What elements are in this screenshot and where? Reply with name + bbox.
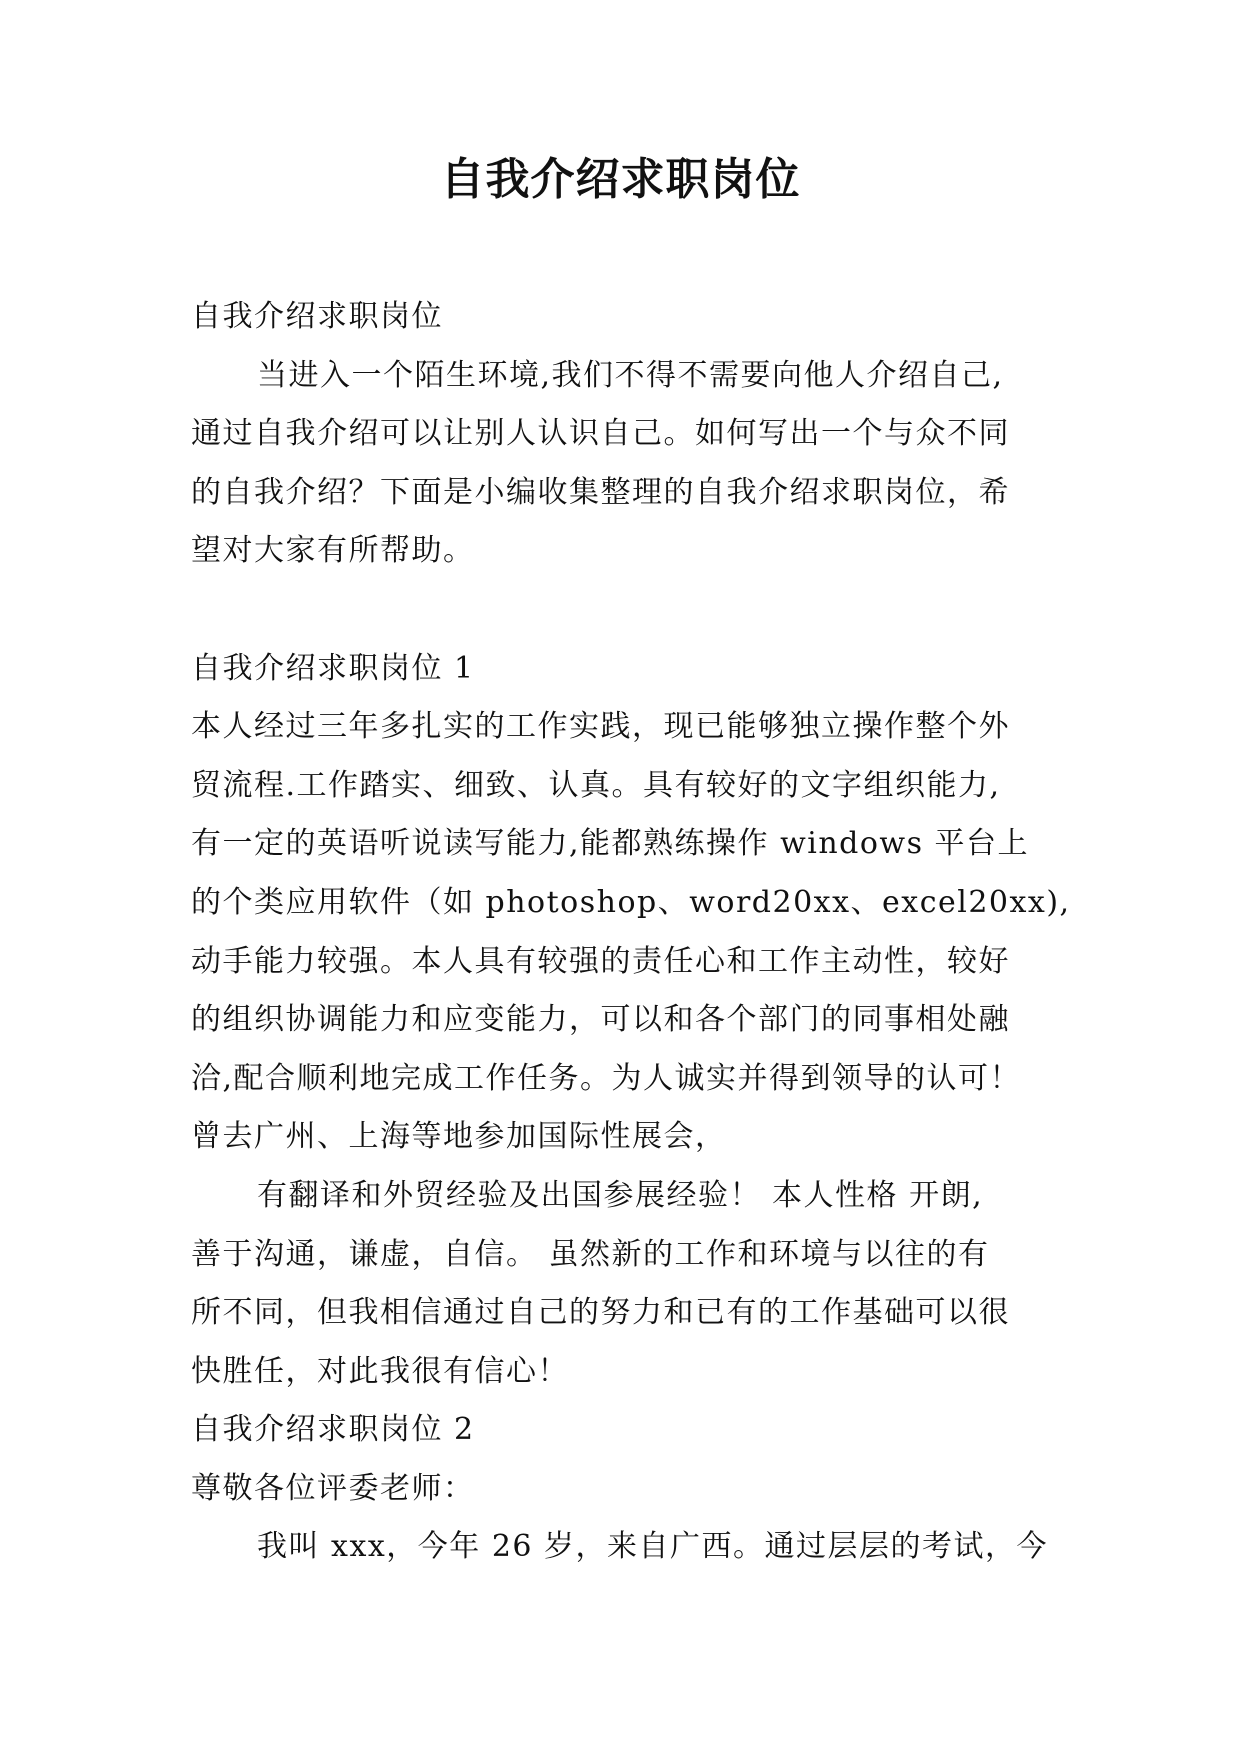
paragraph-line: 贸流程.工作踏实、细致、认真。具有较好的文字组织能力, — [191, 767, 1001, 803]
paragraph-line: 有翻译和外贸经验及出国参展经验！ 本人性格 开朗, — [257, 1177, 984, 1213]
paragraph-line: 通过自我介绍可以让别人认识自己。如何写出一个与众不同 — [191, 416, 1010, 452]
paragraph-line: 有一定的英语听说读写能力,能都熟练操作 windows 平台上 — [191, 826, 1030, 862]
paragraph-line: 洽,配合顺利地完成工作任务。为人诚实并得到领导的认可！ — [191, 1060, 1022, 1096]
paragraph-line: 的自我介绍？下面是小编收集整理的自我介绍求职岗位，希 — [191, 474, 1010, 510]
paragraph-line: 当进入一个陌生环境,我们不得不需要向他人介绍自己, — [257, 357, 1004, 393]
paragraph-line: 的个类应用软件（如 photoshop、word20xx、excel20xx), — [191, 884, 1071, 920]
paragraph-line: 快胜任，对此我很有信心！ — [191, 1353, 569, 1389]
paragraph-line: 的组织协调能力和应变能力，可以和各个部门的同事相处融 — [191, 1002, 1010, 1038]
document-title: 自我介绍求职岗位 — [440, 154, 801, 205]
section-heading-1: 自我介绍求职岗位 1 — [191, 650, 475, 686]
paragraph-line: 本人经过三年多扎实的工作实践，现已能够独立操作整个外 — [191, 709, 1010, 745]
document-body — [191, 288, 1071, 1577]
paragraph-line: 动手能力较强。本人具有较强的责任心和工作主动性，较好 — [191, 943, 1010, 979]
section-heading-2: 自我介绍求职岗位 2 — [191, 1412, 475, 1448]
paragraph-line: 曾去广州、上海等地参加国际性展会， — [191, 1119, 727, 1155]
paragraph-line: 我叫 xxx，今年 26 岁，来自广西。通过层层的考试，今 — [257, 1529, 1049, 1565]
paragraph-line: 望对大家有所帮助。 — [191, 533, 475, 569]
subtitle-line: 自我介绍求职岗位 — [191, 299, 443, 334]
paragraph-line: 善于沟通，谦虚，自信。 虽然新的工作和环境与以往的有 — [191, 1236, 990, 1272]
salutation-line: 尊敬各位评委老师： — [191, 1470, 475, 1506]
paragraph-line: 所不同，但我相信通过自己的努力和已有的工作基础可以很 — [191, 1295, 1010, 1331]
blank-line — [191, 581, 1053, 640]
